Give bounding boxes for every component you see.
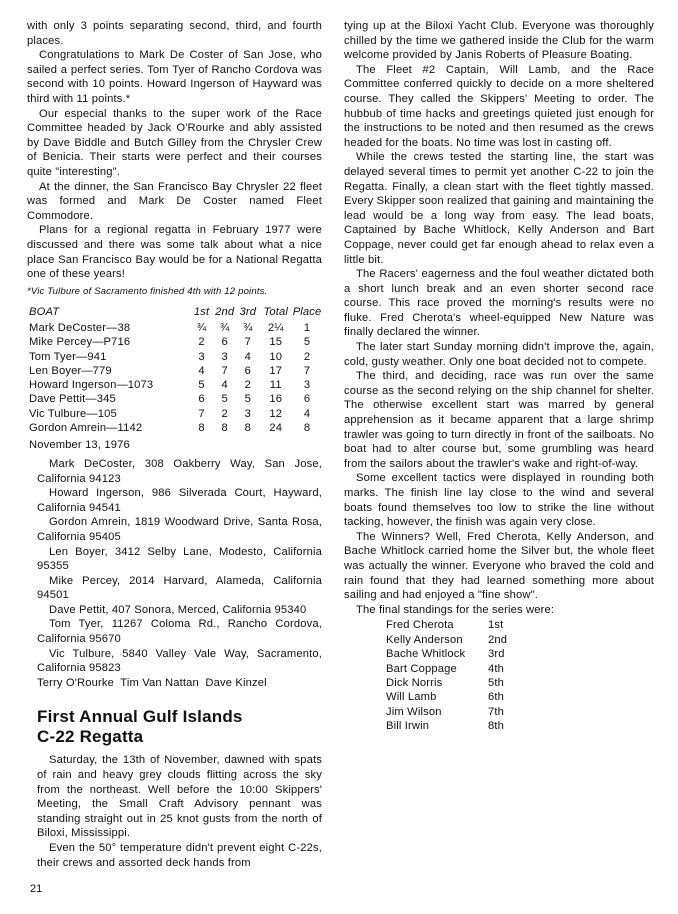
address-entry: Howard Ingerson, 986 Silverada Court, Hayward, California 94541: [37, 487, 322, 514]
race-1-cell: 8: [198, 422, 205, 435]
place-cell: 3: [303, 379, 311, 392]
table-row: [29, 321, 322, 335]
race-1-cell: 7: [198, 407, 205, 420]
finish-place: 7th: [488, 705, 505, 718]
skipper-name: Bache Whitlock: [386, 648, 466, 661]
paragraph: Even the 50° temperature didn't prevent eight C-22s, their crews and assorted deck hands from: [37, 842, 322, 869]
race-3-cell: 4: [244, 350, 252, 363]
table-row: [29, 421, 322, 435]
boat-cell: Mike Percey—P716: [29, 336, 131, 349]
table-row: [29, 335, 322, 349]
table-row: [29, 378, 322, 392]
paragraph: Plans for a regional regatta in February 1977 were discussed and there was some talk about what a nice place San Francisco Bay would be for a National Regatta one of these years!: [27, 224, 322, 281]
standing-row: [386, 647, 654, 661]
total-cell: 12: [269, 407, 283, 420]
standing-row: [386, 705, 654, 719]
total-cell: 10: [269, 350, 283, 363]
header-place: Place: [292, 305, 322, 318]
standing-row: [386, 676, 654, 690]
right-column: [344, 19, 654, 734]
paragraph: Some excellent tactics were displayed in rounding both marks. The finish line lay close to the wind and several boats found themselves too low to strike the line without tacking, however, the finish was again very close.: [344, 472, 654, 529]
paragraph: tying up at the Biloxi Yacht Club. Everyone was thoroughly chilled by the time we gathered inside the Club for the warm welcome provided by Janis Roberts of Pleasure Boating.: [344, 20, 654, 62]
paragraph: Saturday, the 13th of November, dawned with spats of rain and heavy grey clouds flitting across the sky from the northeast. Well before the 10:00 Skippers' Meeting, the Small Craft Advisory pennant was standing straight out in 25 knot gusts from the north of Biloxi, Mississippi.: [37, 754, 322, 840]
address-entry: Gordon Amrein, 1819 Woodward Drive, Santa Rosa, California 95405: [37, 516, 322, 543]
race-2-cell: 6: [221, 336, 228, 349]
paragraph: At the dinner, the San Francisco Bay Chrysler 22 fleet was formed and Mark De Coster named Fleet Commodore.: [27, 180, 322, 222]
race-3-cell: 7: [244, 336, 252, 349]
boat-cell: Gordon Amrein—1142: [29, 422, 143, 435]
total-cell: 2¼: [267, 321, 284, 334]
left-column: [27, 19, 322, 870]
finish-place: 8th: [488, 720, 505, 733]
address-entry: Tom Tyer, 11267 Coloma Rd., Rancho Cordova, California 95670: [37, 618, 322, 646]
paragraph: While the crews tested the starting line, the start was delayed several times to permit yet another C-22 to join the Regatta. Finally, a clean start with the fleet tightly massed. Every Skipper soon realized that gaining and maintaining the lead would be a long way from easy. The lead boats, Captained by Bache Whitlock, Kelly Anderson and Bart Coppage, never could get far enough ahead to relax even a little bit.: [344, 151, 655, 266]
header-race-1: 1st: [193, 305, 210, 318]
paragraph: The Fleet #2 Captain, Will Lamb, and the Race Committee conferred quickly to decide on a more sheltered course. They called the Skippers' Meeting to order. The hubbub of time hacks and greetings quieted just enough for the instructions to be noted and then resumed as the crews headed for the boats. No time was lost in casting off.: [344, 63, 654, 149]
place-cell: 2: [303, 350, 311, 363]
header-race-3: 3rd: [239, 305, 257, 318]
results-table: [29, 305, 322, 436]
place-cell: 6: [303, 393, 311, 406]
results-date: November 13, 1976: [29, 439, 130, 452]
place-cell: 1: [303, 321, 311, 334]
total-cell: 24: [269, 422, 283, 435]
skipper-name: Dick Norris: [386, 676, 443, 689]
header-total: Total: [263, 305, 289, 318]
race-2-cell: 2: [221, 407, 228, 420]
boat-cell: Dave Pettit—345: [29, 393, 116, 406]
race-1-cell: 2: [198, 336, 205, 349]
boat-cell: Tom Tyer—941: [29, 350, 107, 363]
address-entry: Dave Pettit, 407 Sonora, Merced, California 95340: [49, 603, 307, 616]
skipper-name: Kelly Anderson: [386, 633, 463, 646]
page-number: 21: [30, 883, 43, 895]
place-cell: 8: [303, 422, 311, 435]
total-cell: 15: [269, 336, 283, 349]
paragraph: The third, and deciding, race was run over the same course as the second relying on the ship channel for shelter. The otherwise excellent start was marred by general apprehension as it became apparent that a large shrimp trawler was going to turn directly in front of the sailboats. No boat had to alter course but, some grumbling was heard from the sailors about the trawler's wake and right-of-way.: [344, 370, 654, 470]
total-cell: 11: [269, 379, 282, 392]
skipper-name: Will Lamb: [386, 691, 437, 704]
standing-row: [386, 719, 654, 733]
paragraph: The later start Sunday morning didn't improve the, again, cold, gusty weather. Only one boat decided not to compete.: [344, 341, 654, 368]
finish-place: 1st: [488, 619, 504, 632]
race-1-cell: 6: [198, 393, 205, 406]
boat-cell: Howard Ingerson—1073: [29, 379, 154, 392]
standing-row: [386, 618, 654, 632]
table-row: [29, 407, 322, 421]
paragraph: Congratulations to Mark De Coster of San Jose, who sailed a perfect series. Tom Tyer of Rancho Cordova was second with 10 points. Howard Ingerson of Hayward was third with 11 points.*: [27, 49, 322, 105]
boat-cell: Mark DeCoster—38: [29, 321, 131, 334]
race-2-cell: 5: [221, 393, 228, 406]
address-entry: Len Boyer, 3412 Selby Lane, Modesto, California 95355: [37, 545, 322, 573]
finish-place: 2nd: [488, 633, 508, 646]
paragraph: with only 3 points separating second, third, and fourth places.: [27, 20, 322, 47]
skipper-name: Fred Cherota: [386, 619, 454, 632]
race-3-cell: 8: [244, 422, 252, 435]
table-row: [29, 364, 322, 378]
table-row: [29, 350, 322, 364]
race-3-cell: 2: [244, 379, 252, 392]
footnote: *Vic Tulbure of Sacramento finished 4th with 12 points.: [27, 285, 268, 297]
address-entry: Mark DeCoster, 308 Oakberry Way, San Jose, California 94123: [37, 457, 322, 485]
final-standings-list: [386, 618, 654, 733]
race-3-cell: 6: [244, 364, 252, 377]
table-header-row: [29, 305, 322, 321]
finish-place: 4th: [488, 662, 505, 675]
finish-place: 3rd: [488, 648, 505, 661]
address-entry: Mike Percey, 2014 Harvard, Alameda, California 94501: [37, 574, 322, 602]
skipper-name: Bill Irwin: [386, 720, 430, 733]
paragraph: The Racers' eagerness and the foul weather dictated both a short lunch break and an even shorter second race course. This race proved the morning's results were no fluke. Fred Cherota's wheel-equipped New Nature was finally declared the winner.: [344, 268, 654, 339]
race-1-cell: 3: [198, 350, 205, 363]
boat-cell: Len Boyer—779: [29, 364, 112, 377]
headline-line-2: C-22 Regatta: [37, 727, 144, 747]
header-boat: BOAT: [29, 305, 60, 318]
race-2-cell: 8: [221, 422, 228, 435]
address-list: [37, 457, 322, 691]
total-cell: 17: [269, 364, 283, 377]
standing-row: [386, 633, 654, 647]
place-cell: 4: [303, 407, 311, 420]
race-2-cell: 7: [221, 364, 228, 377]
standing-row: [386, 662, 654, 676]
total-cell: 16: [269, 393, 283, 406]
race-3-cell: ¾: [243, 321, 253, 334]
standing-row: [386, 690, 654, 704]
race-1-cell: 4: [198, 364, 205, 377]
race-3-cell: 3: [244, 407, 252, 420]
paragraph: The final standings for the series were:: [356, 603, 555, 616]
paragraph: Our especial thanks to the super work of the Race Committee headed by Jack O'Rourke and ably assisted by Dave Biddle and Butch Gilley from the Chrysler Crew of Benicia. Their starts were perfect and their courses quite "interesting".: [27, 107, 322, 178]
place-cell: 5: [303, 336, 311, 349]
paragraph: The Winners? Well, Fred Cherota, Kelly Anderson, and Bache Whitlock carried home the Silver but, the whole fleet was actually the winner. Everyone who braved the cold and rain found that they had learned something more about sailing and had enjoyed a "fine show".: [344, 530, 654, 602]
finish-place: 6th: [488, 691, 505, 704]
skipper-name: Bart Coppage: [386, 662, 457, 675]
race-2-cell: 3: [221, 350, 228, 363]
boat-cell: Vic Tulbure—105: [29, 407, 117, 420]
race-1-cell: 5: [198, 379, 205, 392]
skipper-name: Jim Wilson: [386, 705, 442, 718]
address-entry: Vic Tulbure, 5840 Valley Vale Way, Sacramento, California 95823: [37, 647, 322, 675]
finish-place: 5th: [488, 676, 505, 689]
table-row: [29, 392, 322, 406]
race-2-cell: 4: [221, 379, 228, 392]
race-committee-names: Terry O'Rourke Tim Van Nattan Dave Kinzel: [37, 676, 267, 689]
race-1-cell: ¾: [196, 321, 207, 334]
race-3-cell: 5: [244, 393, 252, 406]
headline-line-1: First Annual Gulf Islands: [37, 707, 243, 727]
race-2-cell: ¾: [219, 321, 230, 334]
header-race-2: 2nd: [215, 305, 235, 318]
article-headline: [37, 707, 322, 747]
place-cell: 7: [303, 364, 311, 377]
